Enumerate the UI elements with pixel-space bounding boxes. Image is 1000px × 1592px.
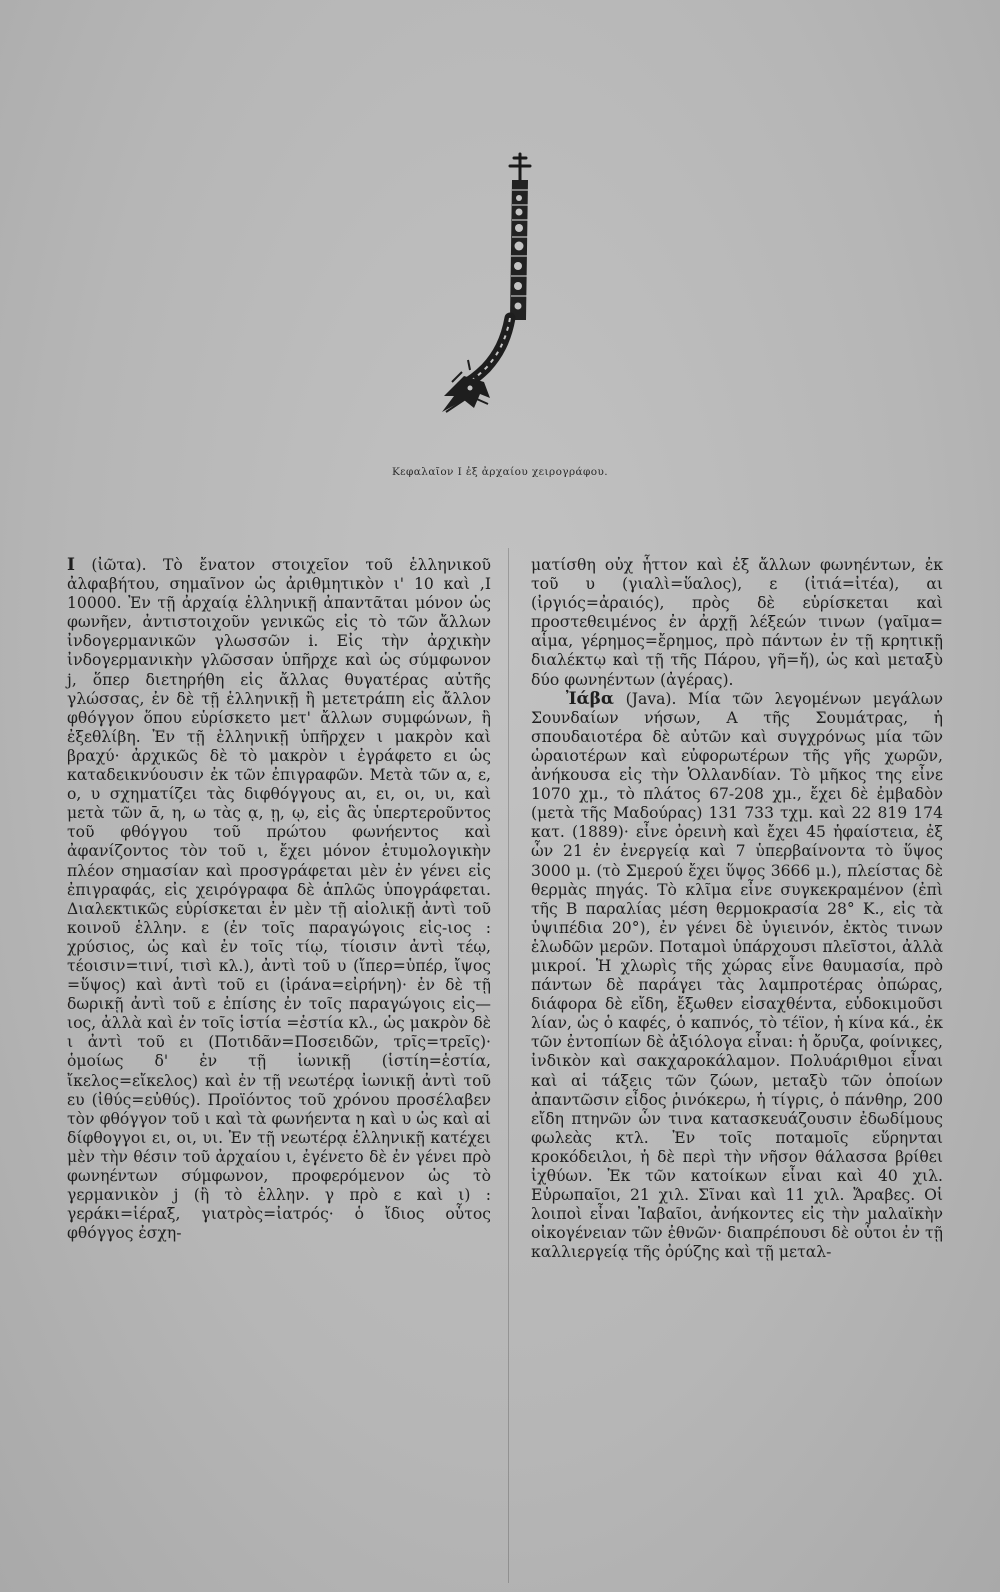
headword-java: Ἰάβα xyxy=(565,688,614,709)
illustration-caption: Κεφαλαῖον Ι ἐξ ἀρχαίου χειρογράφου. xyxy=(391,466,609,478)
entry-iota-text: (ἰῶτα). Τὸ ἔνατον στοιχεῖον τοῦ ἑλληνικοῦ ἀλφαβήτου, σημαῖνον ὡς ἀριθμητικὸν ι' 10 καὶ ,Ι 10000. Ἐν τῇ ἀρχαίᾳ ἑλληνικῇ ἀπαντᾶται μόνον ὡς φωνῆεν, ἀντιστοιχοῦν γενικῶς εἰς τὸ τῶν ἄλλων ἰνδογερμανικῶν γλωσσῶν i. Εἰς τὴν ἀρχικὴν ἰνδογερμανικὴν γλῶσσαν ὑπῆρχε καὶ ὡς σύμφωνον j, ὅπερ διετηρήθη εἰς ἄλλας θυγατέρας αὐτῆς γλώσσας, ἐν δὲ τῇ ἑλληνικῇ ἢ μετετράπη εἰς ἄλλον φθόγγον ὅπου εὑρίσκετο μετ' ἄλλων συμφώνων, ἢ ἐξεθλίβη. Ἐν τῇ ἑλληνικῇ ὑπῆρχεν ι μακρὸν καὶ βραχύ· ἀρχικῶς δὲ τὸ μακρὸν ι ἐγράφετο ει ὡς καταδεικνύουσιν ἐκ τῶν ἐπιγραφῶν. Μετὰ τῶν α, ε, ο, υ σχηματίζει τὰς διφθόγγους αι, ει, οι, υι, καὶ μετὰ τῶν ᾱ, η, ω τὰς ᾳ, ῃ, ῳ, εἰς ἃς ὑπερτεροῦντος τοῦ φθόγγου τοῦ πρώτου φωνήεντος καὶ ἀφανίζοντος τὸν τοῦ ι, ἔχει μόνον ἐτυμολογικὴν πλέον σημασίαν καὶ προσγράφεται μὲν ἐν γένει εἰς ἐπιγραφάς, εἰς χειρόγραφα δὲ ἁπλῶς ὑπογράφεται. Διαλεκτικῶς εὑρίσκεται ἐν μὲν τῇ αἰολικῇ ἀντὶ τοῦ κοινοῦ ἑλλην. ε (ἐν τοῖς παραγώγοις εἰς-ιος : χρύσιος, ὡς καὶ ἐν τοῖς τίῳ, τίοισιν ἀντὶ τέῳ, τέοισιν=τινί, τισὶ κλ.), ἀντὶ τοῦ υ (ἴπερ=ὑπέρ, ἴψος =ὕψος) καὶ ἀντὶ τοῦ ει (ἰράνα=εἰρήνη)· ἐν δὲ τῇ δωρικῇ ἀντὶ τοῦ ε ἐπίσης ἐν τοῖς παραγώγοις εἰς—ιος, ἀλλὰ καὶ ἐν τοῖς ἱστία =ἑστία κλ., ὡς μακρὸν δὲ ι ἀντὶ τοῦ ει (Ποτιδᾶν=Ποσειδῶν, τρῖς=τρεῖς)· ὁμοίως δ' ἐν τῇ ἰωνικῇ (ἱστίη=ἑστία, ἴκελος=εἴκελος) καὶ ἐν τῇ νεωτέρᾳ ἰωνικῇ ἀντὶ τοῦ ευ (ἰθύς=εὐθύς). Προϊόντος τοῦ χρόνου προσέλαβεν τὸν φθόγγον τοῦ ι καὶ τὰ φωνήεντα η καὶ υ ὡς καὶ αἱ δίφθογγοι ει, οι, υι. Ἐν τῇ νεωτέρᾳ ἑλληνικῇ κατέχει μὲν τὴν θέσιν τοῦ ἀρχαίου ι, ἐγένετο δὲ ἐν γένει πρὸ φωνηέντων σύμφωνον, προφερόμενον ὡς τὸ γερμανικὸν j (ἢ τὸ ἑλλην. γ πρὸ ε καὶ ι) : γεράκι=ἱέραξ, γιατρὸς=ἰατρός· ὁ ἴδιος οὗτος φθόγγος ἐσχη- xyxy=(67,556,491,1243)
left-column xyxy=(67,556,491,1243)
illuminated-iota-dragon-icon xyxy=(440,150,550,430)
entry-java xyxy=(531,690,943,1263)
entry-iota-continuation: ματίσθη οὐχ ἧττον καὶ ἐξ ἄλλων φωνηέντων, ἐκ τοῦ υ (γιαλὶ=ὕαλος), ε (ἰτιά=ἰτέα), αι (ἰργιός=ἀραιός), πρὸς δὲ εὑρίσκεται καὶ προστεθειμένος ἐν ἀρχῇ λέξεών τινων (γαῖμα= αἷμα, γέρημος=ἔρημος, πρὸ πάντων ἐν τῇ κρητικῇ διαλέκτῳ καὶ τῇ τῆς Πάρου, γῆ=ἤ), ὡς καὶ μεταξὺ δύο φωνηέντων (ἀγέρας). xyxy=(531,556,943,689)
column-divider xyxy=(508,548,509,1583)
entry-java-text: (Java). Μία τῶν λεγομένων μεγάλων Σουνδαίων νήσων, Α τῆς Σουμάτρας, ἡ σπουδαιοτέρα δὲ αὐτῶν καὶ συγχρόνως μία τῶν ὡραιοτέρων καὶ εὐφορωτέρων τῆς γῆς χωρῶν, ἀνήκουσα εἰς τὴν Ὁλλανδίαν. Τὸ μῆκος της εἶνε 1070 χμ., τὸ πλάτος 67-208 χμ., ἔχει δὲ ἐμβαδὸν (μετὰ τῆς Μαδούρας) 131 733 τχμ. καὶ 22 819 174 κατ. (1889)· εἶνε ὀρεινὴ καὶ ἔχει 45 ἡφαίστεια, ἐξ ὧν 21 ἐν ἐνεργείᾳ καὶ 7 ὑπερβαίνοντα τὸ ὕψος 3000 μ. (τὸ Σμερού ἔχει ὕψος 3666 μ.), πλείστας δὲ θερμὰς πηγάς. Τὸ κλῖμα εἶνε συγκεκραμένον (ἐπὶ τῆς Β παραλίας μέση θερμοκρασία 28° Κ., εἰς τὰ ὑψιπέδια 20°), ἐν γένει δὲ ὑγιεινόν, ἐκτὸς τινων ἑλωδῶν μερῶν. Ποταμοὶ ὑπάρχουσι πλεῖστοι, ἀλλὰ μικροί. Ἡ χλωρὶς τῆς χώρας εἶνε θαυμασία, πρὸ πάντων δὲ παράγει τὰς λαμπροτέρας ὀπώρας, διάφορα δὲ εἴδη, ἔξωθεν εἰσαχθέντα, εὐδοκιμοῦσι λίαν, ὡς ὁ καφές, ὁ καπνός, τὸ τέϊον, ἡ κίνα κά., ἐκ τῶν ἐντοπίων δὲ ἀξιόλογα εἶναι: ἡ ὄρυζα, φοίνικες, ἰνδικὸν καὶ σακχαροκάλαμον. Πολυάριθμοι εἶναι καὶ αἱ τάξεις τῶν ζώων, μεταξὺ τῶν ὁποίων ἀπαντῶσιν εἶδος ῥινόκερω, ἡ τίγρις, ὁ πάνθηρ, 200 εἴδη πτηνῶν ὧν τινα κατασκευάζουσιν ἐδωδίμους φωλεὰς κτλ. Ἐν τοῖς ποταμοῖς εὕρηνται κροκόδειλοι, ἡ δὲ περὶ τὴν νῆσον θάλασσα βρίθει ἰχθύων. Ἐκ τῶν κατοίκων εἶναι καὶ 40 χιλ. Εὐρωπαῖοι, 21 χιλ. Σῖναι καὶ 11 χιλ. Ἄραβες. Οἱ λοιποὶ εἶναι Ἰαβαῖοι, ἀνήκοντες εἰς τὴν μαλαϊκὴν οἰκογένειαν τῶν ἐθνῶν· διαπρέπουσι δὲ οὗτοι ἐν τῇ καλλιεργείᾳ τῆς ὀρύζης καὶ τῇ μεταλ- xyxy=(531,689,943,1262)
right-column xyxy=(531,556,943,1262)
headword-iota: Ι xyxy=(67,555,75,575)
entry-iota xyxy=(67,556,491,1243)
